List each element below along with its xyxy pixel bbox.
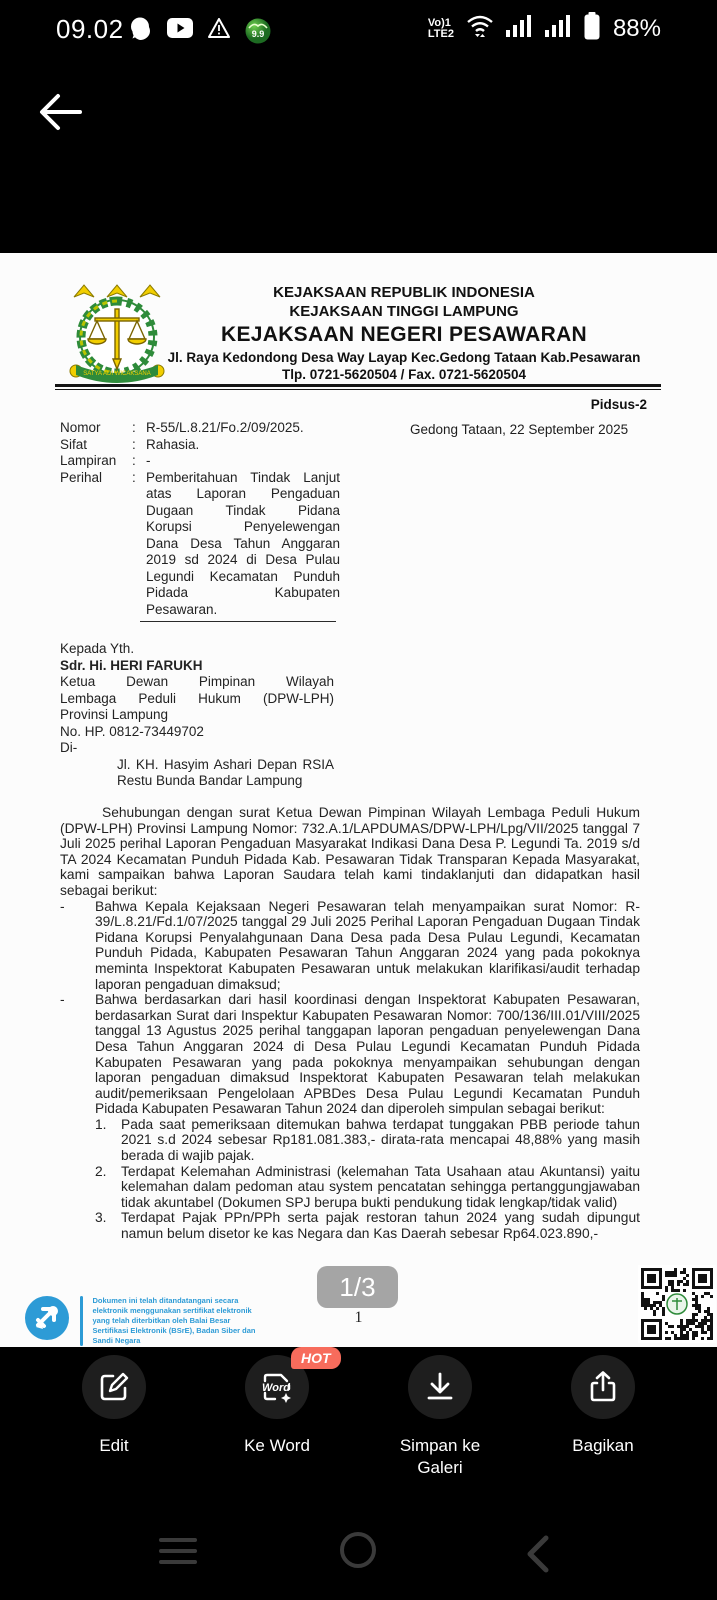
meta-perihal: Perihal : Pemberitahuan Tindak Lanjut atas Laporan Pengaduan Dugaan Tindak Pidana Korupsi Penyelewengan Dana Desa Tahun Anggaran 2019 sd 2024 di Desa Pulau Legundi Kecamatan Punduh Pidada Kabupaten Pesawaran.: [60, 470, 360, 623]
volte-indicator: Vo)1 LTE2: [427, 16, 454, 40]
perihal-text: Pemberitahuan Tindak Lanjut atas Laporan Pengaduan Dugaan Tindak Pidana Korupsi Penyelewengan Dana Desa Tahun Anggaran 2019 sd 2024 di Desa Pulau Legundi Kecamatan Punduh Pidada Kabupaten Pesawaran.: [146, 470, 340, 623]
recipient-name: Sdr. Hi. HERI FARUKH: [60, 657, 203, 673]
back-arrow-icon: [38, 93, 82, 136]
bullet-item-2: - Bahwa berdasarkan dari hasil koordinasi dengan Inspektorat Kabupaten Pesawaran, berdasarkan Surat dari Inspektur Kabupaten Pesawaran Nomor: 700/136/III.01/VIII/2025 tanggal 13 Agustus 2025 perihal tanggapan laporan pengaduan penyelewengan Dana Desa Tahun Anggaran 2024 di Desa Pulau Legundi Kecamatan Punduh Pidada Kabupaten Pesawaran yang pada pokoknya menyampaikan sehubungan dengan laporan pengaduan dimaksud Inspektorat Kabupaten Pesawaran telah melakukan audit/pemeriksaan Pengelolaan APBDes Desa Pulau Legundi Kecamatan Punduh Pidada Kabupaten Pesawaran Tahun 2024 dan diperoleh simpulan sebagai berikut:: [60, 992, 640, 1117]
logo-motto: SATYA ADI WICAKSANA: [83, 371, 151, 377]
document-page[interactable]: [0, 253, 717, 1347]
numbered-item-3: 3. Terdapat Pajak PPn/PPh serta pajak restoran tahun 2024 yang sudah dipungut namun belum disetor ke kas Negara dan Kas Daerah sebesar Rp64.023.890,-: [95, 1210, 640, 1242]
app-badge-icon: [245, 18, 271, 44]
letterhead-line2: KEJAKSAAN TINGGI LAMPUNG: [289, 303, 519, 320]
recipient-address-2: Restu Bunda Bandar Lampung: [117, 773, 303, 788]
letterhead-divider: [55, 384, 661, 390]
status-bar: [0, 0, 717, 60]
letter-meta: [60, 420, 360, 622]
back-button[interactable]: [30, 84, 90, 144]
hot-badge: HOT: [291, 1347, 341, 1369]
letterhead-address: Jl. Raya Kedondong Desa Way Layap Kec.Gedong Tataan Kab.Pesawaran: [167, 350, 641, 365]
svg-text:Word: Word: [262, 1382, 290, 1394]
recipient-phone: No. HP. 0812-73449702: [60, 723, 204, 739]
recipient-di: Di-: [60, 740, 78, 755]
meta-nomor: Nomor : R-55/L.8.21/Fo.2/09/2025.: [60, 420, 304, 435]
meta-sifat: Sifat : Rahasia.: [60, 436, 200, 452]
qr-code: [638, 1265, 716, 1343]
chat-bubble-icon: [128, 16, 152, 45]
numbered-item-2: 2. Terdapat Kelemahan Administrasi (kelemahan Tata Usahaan atau Akuntansi) yaitu kelemahan dalam pedoman atau system pencatatan sehingga pertanggungjawaban tidak akuntabel (Dokumen SPJ berupa bukti pendukung tidak lengkap/tidak valid): [95, 1163, 640, 1210]
wifi-icon: [467, 14, 493, 43]
body-intro-paragraph: Sehubungan dengan surat Ketua Dewan Pimpinan Wilayah Lembaga Peduli Hukum (DPW-LPH) Provinsi Lampung Nomor: 732.A.1/LAPDUMAS/DPW-LPH/Lpg/VII/2025 tanggal 7 Juli 2025 perihal Laporan Pengaduan Masyarakat Indikasi Dana Desa P. Legundi Ta. 2019 s/d TA 2024 Kecamatan Punduh Pidada Kab. Pesawaran Tidak Transparan Kepada Masyarakat, kami sampaikan bahwa Laporan Saudara telah kami tindaklanjuti dan didapatkan hasil sebagai berikut:: [60, 805, 640, 898]
meta-lampiran: Lampiran : -: [60, 453, 151, 468]
recipient-block: [60, 641, 334, 790]
share-button[interactable]: Bagikan: [525, 1347, 681, 1510]
letter-body: [60, 805, 640, 1242]
recents-button[interactable]: [159, 1538, 197, 1564]
nav-back-button[interactable]: [524, 1534, 550, 1579]
recipient-title-2: Lembaga Peduli Hukum (DPW-LPH): [60, 690, 334, 706]
home-button[interactable]: [340, 1532, 376, 1568]
android-nav-bar: [0, 1510, 717, 1600]
esign-text: Dokumen ini telah ditandatangani secara elektronik menggunakan sertifikat elektronik yang telah diterbitkan oleh Balai Besar Sertifikasi Elektronik (BSrE), Badan Siber dan Sandi Negara: [92, 1295, 256, 1345]
battery-percentage: 88%: [612, 14, 661, 42]
battery-icon: [584, 12, 600, 45]
warning-icon: [208, 18, 230, 43]
app-badge-number: 9.9: [251, 28, 265, 39]
letterhead-office-name: KEJAKSAAN NEGERI PESAWARAN: [220, 323, 588, 346]
recipient-title-3: Provinsi Lampung: [60, 707, 169, 722]
signal-icon-sim2: [545, 15, 571, 42]
clock: 09.02: [56, 14, 124, 44]
share-icon: [571, 1355, 635, 1419]
bottom-toolbar: [0, 1347, 717, 1510]
page-indicator-badge: 1/3: [317, 1266, 398, 1308]
letter-date: Gedong Tataan, 22 September 2025: [410, 422, 629, 437]
numbered-item-1: 1. Pada saat pemeriksaan ditemukan bahwa terdapat tunggakan PBB periode tahun 2021 s.d 2024 sebesar Rp181.081.383,- dirata-rata mencapai 48,88% yang masih berada di wajib pajak.: [95, 1116, 640, 1164]
to-word-button[interactable]: Word Ke Word HOT: [199, 1347, 355, 1510]
youtube-icon: [167, 18, 193, 43]
recipient-salutation: Kepada Yth.: [60, 641, 135, 656]
classification-code: Pidsus-2: [590, 397, 647, 412]
recipient-title-1: Ketua Dewan Pimpinan Wilayah: [60, 674, 334, 689]
letterhead-line1: KEJAKSAAN REPUBLIK INDONESIA: [273, 284, 535, 301]
recipient-address-1: Jl. KH. Hasyim Ashari Depan RSIA: [117, 756, 334, 772]
save-to-gallery-button[interactable]: Simpan ke Galeri: [362, 1347, 518, 1510]
signal-icon-sim1: [506, 15, 532, 42]
perihal-underline: [140, 621, 336, 622]
bullet-item-1: - Bahwa Kepala Kejaksaan Negeri Pesawaran telah menyampaikan surat Nomor: R-39/L.8.21/Fd.1/07/2025 tanggal 29 Juli 2025 Perihal Laporan Pengaduan Dugaan Tindak Pidana Korupsi Penyalahgunaan Dana Desa pada Desa Pulau Legundi, Kecamatan Punduh Pidada, Kabupaten Pesawaran Tahun Anggaran 2024 yang pada pokoknya meminta Inspektorat Kabupaten Pesawaran untuk melakukan klarifikasi/audit terhadap laporan pengaduan dimaksud;: [60, 898, 640, 992]
edit-icon: [82, 1355, 146, 1419]
letterhead-phone: Tlp. 0721-5620504 / Fax. 0721-5620504: [282, 367, 526, 382]
letterhead: [148, 283, 660, 383]
page-number: 1: [354, 1309, 363, 1326]
download-icon: [408, 1355, 472, 1419]
edit-button[interactable]: Edit: [36, 1347, 192, 1510]
